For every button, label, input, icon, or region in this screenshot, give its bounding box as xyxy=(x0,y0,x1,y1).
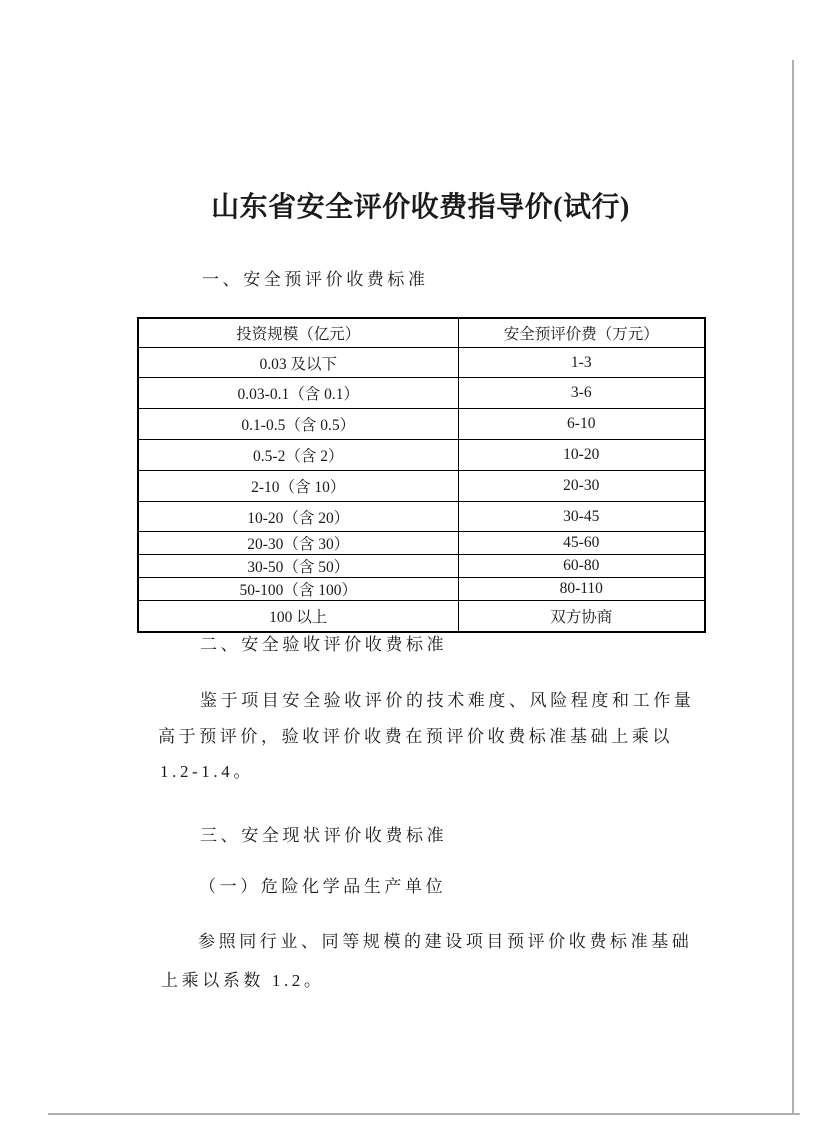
section3-heading: 三、安全现状评价收费标准 xyxy=(200,826,448,845)
table-row xyxy=(138,532,705,555)
scale-cell: 2-10（含 10） xyxy=(138,471,458,502)
fee-cell: 20-30 xyxy=(458,471,705,502)
table-row xyxy=(138,502,705,532)
section2-paragraph-line: 1.2-1.4。 xyxy=(160,762,254,781)
section2-paragraph-line: 高于预评价，验收评价收费在预评价收费标准基础上乘以 xyxy=(158,727,673,746)
scale-cell: 0.5-2（含 2） xyxy=(138,440,458,471)
fee-table-header-row xyxy=(138,318,705,348)
table-row xyxy=(138,471,705,502)
scale-cell: 0.03 及以下 xyxy=(138,348,458,378)
section3-subsection1-heading: （一）危险化学品生产单位 xyxy=(199,877,447,896)
page-edge-right xyxy=(792,60,794,1114)
column-header-investment-scale: 投资规模（亿元） xyxy=(138,318,458,348)
scale-cell: 100 以上 xyxy=(138,601,458,633)
table-row xyxy=(138,578,705,601)
document-title: 山东省安全评价收费指导价(试行) xyxy=(211,192,630,223)
scale-cell: 0.1-0.5（含 0.5） xyxy=(138,409,458,440)
scale-cell: 10-20（含 20） xyxy=(138,502,458,532)
fee-cell: 3-6 xyxy=(458,378,705,409)
table-row xyxy=(138,409,705,440)
table-row xyxy=(138,555,705,578)
fee-table xyxy=(137,317,706,633)
table-row xyxy=(138,378,705,409)
table-row xyxy=(138,601,705,633)
page-edge-bottom xyxy=(48,1113,800,1115)
fee-cell: 1-3 xyxy=(458,348,705,378)
section3-paragraph-line: 上乘以系数 1.2。 xyxy=(161,971,325,990)
table-row xyxy=(138,440,705,471)
fee-cell: 60-80 xyxy=(458,555,705,578)
fee-cell: 45-60 xyxy=(458,532,705,555)
column-header-pre-evaluation-fee: 安全预评价费（万元） xyxy=(458,318,705,348)
fee-cell: 10-20 xyxy=(458,440,705,471)
fee-cell: 30-45 xyxy=(458,502,705,532)
scale-cell: 50-100（含 100） xyxy=(138,578,458,601)
section2-paragraph-line: 鉴于项目安全验收评价的技术难度、风险程度和工作量 xyxy=(200,691,695,710)
scale-cell: 0.03-0.1（含 0.1） xyxy=(138,378,458,409)
fee-cell: 80-110 xyxy=(458,578,705,601)
fee-cell: 6-10 xyxy=(458,409,705,440)
scale-cell: 20-30（含 30） xyxy=(138,532,458,555)
section3-paragraph-line: 参照同行业、同等规模的建设项目预评价收费标准基础 xyxy=(198,932,693,951)
table-row xyxy=(138,348,705,378)
section2-heading: 二、安全验收评价收费标准 xyxy=(200,635,448,654)
section1-heading: 一、安全预评价收费标准 xyxy=(202,270,429,289)
fee-cell: 双方协商 xyxy=(458,601,705,633)
scale-cell: 30-50（含 50） xyxy=(138,555,458,578)
